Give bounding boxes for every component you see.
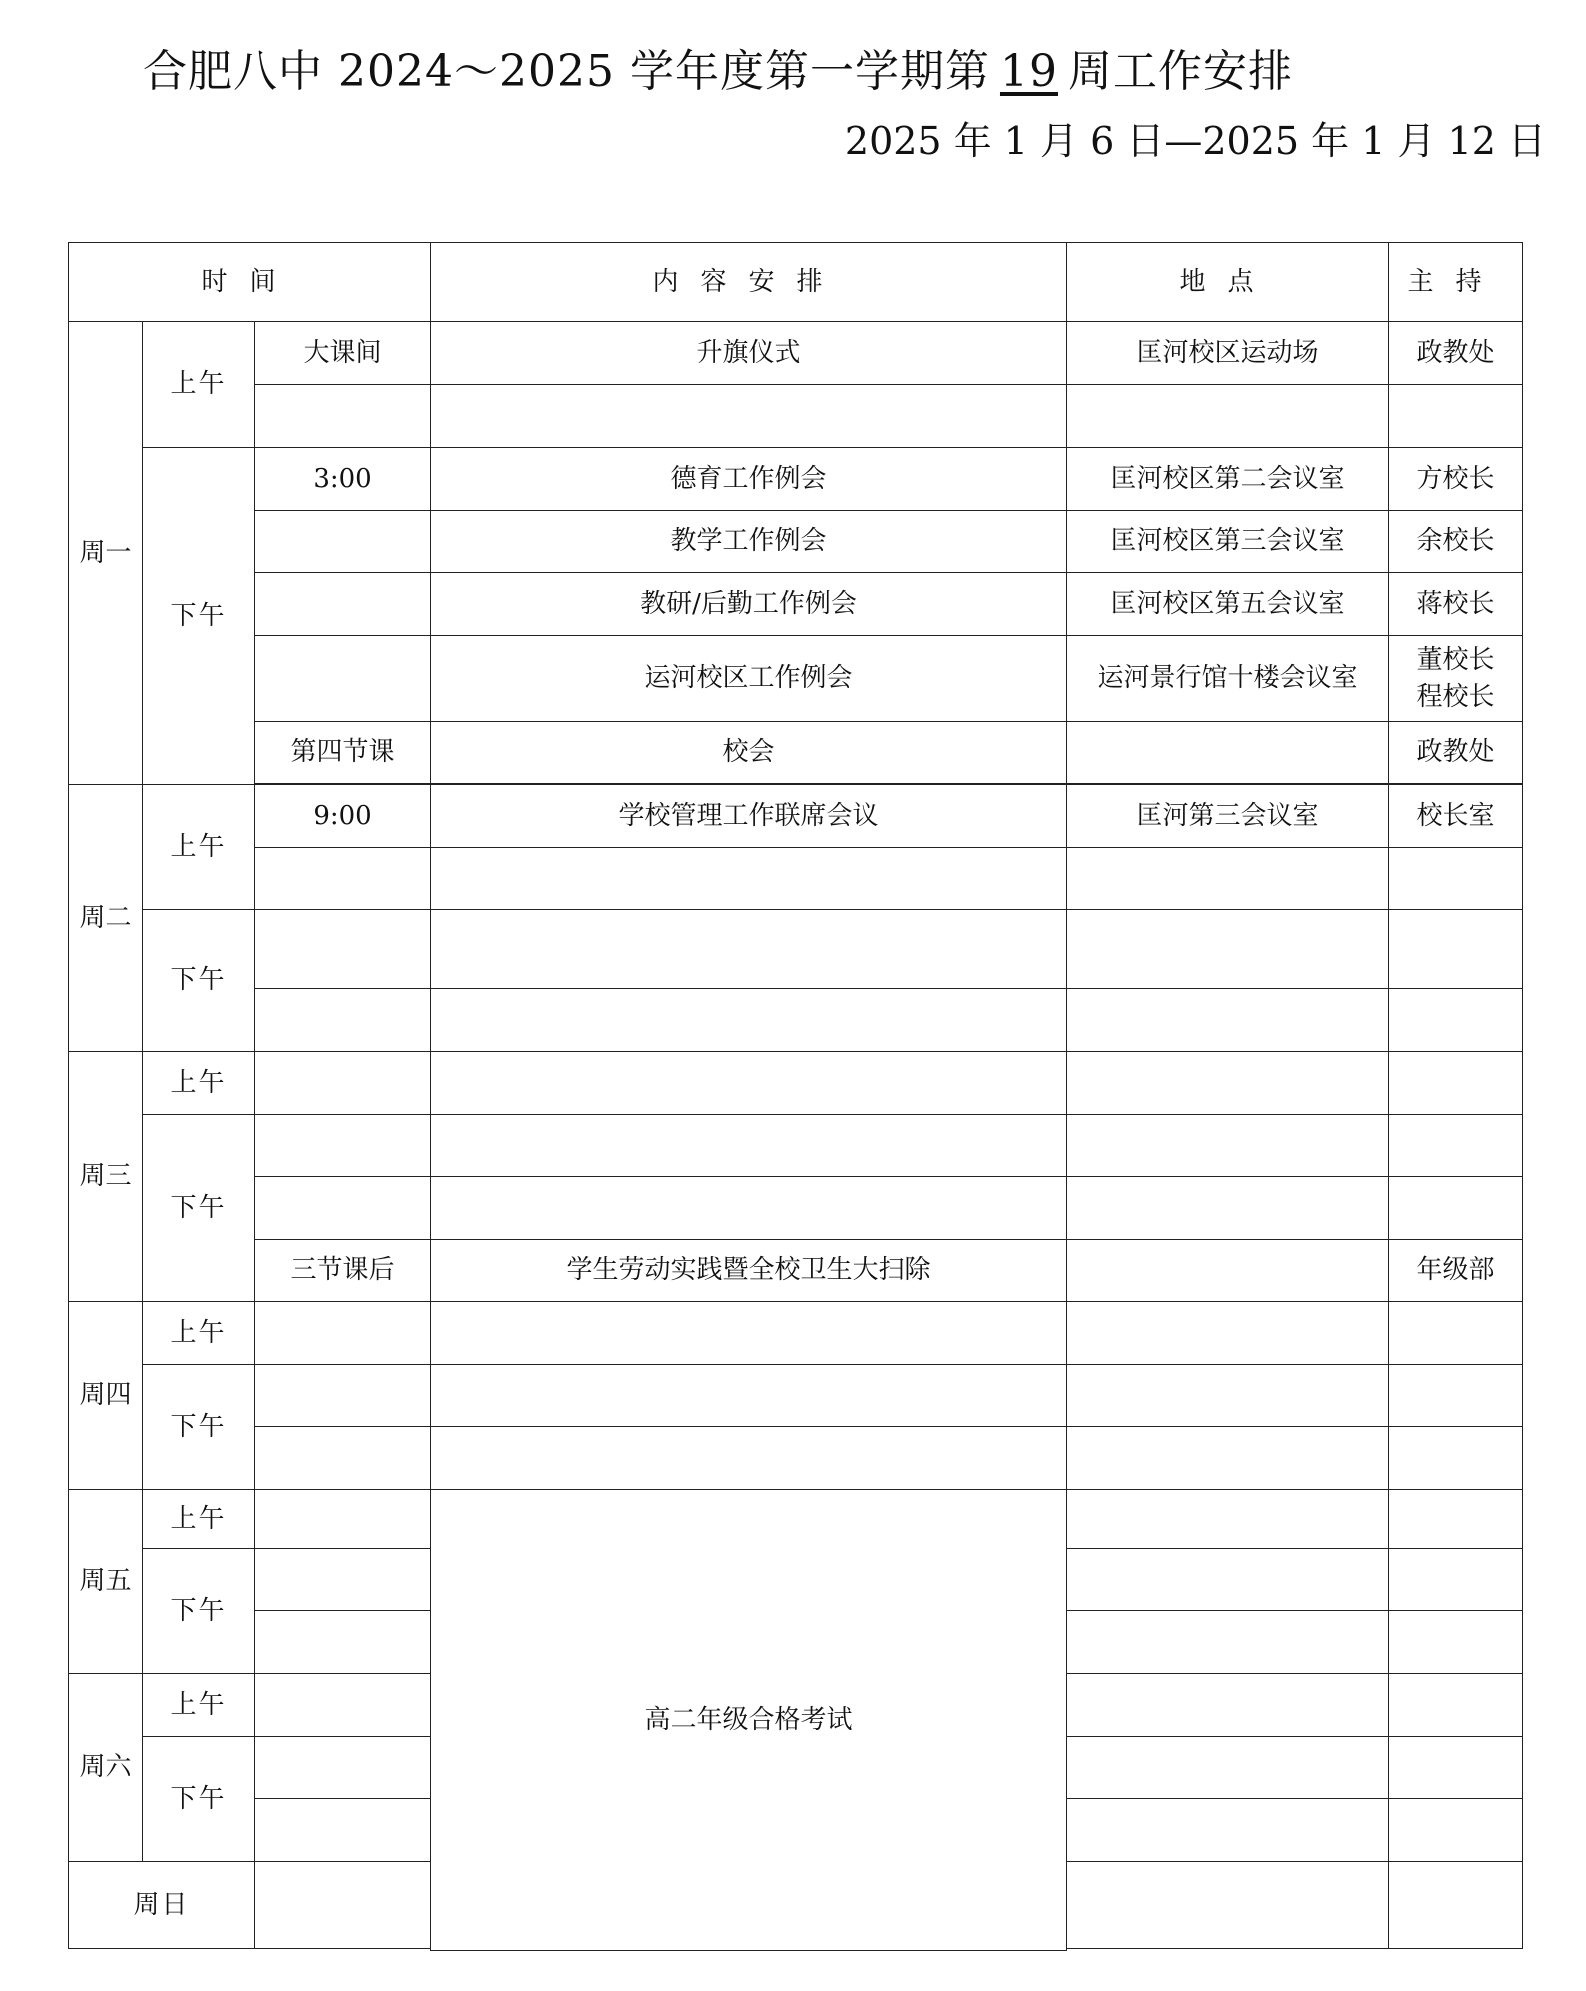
time-cell bbox=[255, 511, 431, 573]
table-row bbox=[69, 910, 1523, 989]
host-cell: 校长室 bbox=[1389, 785, 1523, 848]
half-label: 上午 bbox=[143, 1052, 255, 1115]
location-cell: 匡河校区第三会议室 bbox=[1067, 511, 1389, 573]
half-label: 下午 bbox=[143, 1115, 255, 1302]
location-cell: 匡河校区第二会议室 bbox=[1067, 448, 1389, 511]
day-label-thu: 周四 bbox=[69, 1302, 143, 1490]
half-label: 上午 bbox=[143, 322, 255, 448]
table-row bbox=[69, 722, 1523, 784]
time-cell: 第四节课 bbox=[255, 722, 431, 784]
table-row bbox=[69, 989, 1523, 1052]
location-cell: 匡河第三会议室 bbox=[1067, 785, 1389, 848]
table-row bbox=[69, 785, 1523, 848]
table-row bbox=[69, 1052, 1523, 1115]
time-cell: 三节课后 bbox=[255, 1240, 431, 1302]
col-header-time: 时间 bbox=[69, 243, 431, 322]
table-row bbox=[69, 1365, 1523, 1427]
day-label-sat: 周六 bbox=[69, 1674, 143, 1862]
content-cell: 学校管理工作联席会议 bbox=[431, 785, 1067, 848]
location-cell bbox=[1067, 1240, 1389, 1302]
col-header-location: 地点 bbox=[1067, 243, 1389, 322]
half-label: 下午 bbox=[143, 1365, 255, 1490]
content-cell: 学生劳动实践暨全校卫生大扫除 bbox=[431, 1240, 1067, 1302]
content-cell bbox=[431, 385, 1067, 448]
time-cell: 3:00 bbox=[255, 448, 431, 511]
table-row bbox=[69, 322, 1523, 385]
title-suffix: 周工作安排 bbox=[1067, 46, 1293, 97]
table-row bbox=[69, 1240, 1523, 1302]
location-cell: 运河景行馆十楼会议室 bbox=[1067, 636, 1389, 722]
time-cell: 大课间 bbox=[255, 322, 431, 385]
host-cell: 蒋校长 bbox=[1389, 573, 1523, 636]
time-cell bbox=[255, 636, 431, 722]
half-label: 上午 bbox=[143, 1302, 255, 1365]
content-cell: 运河校区工作例会 bbox=[431, 636, 1067, 722]
host-name-2: 程校长 bbox=[1416, 681, 1495, 712]
table-row bbox=[69, 1490, 1523, 1549]
week-number: 19 bbox=[999, 46, 1058, 97]
table-row bbox=[69, 573, 1523, 636]
time-cell bbox=[255, 385, 431, 448]
table-row bbox=[69, 848, 1523, 910]
location-cell bbox=[1067, 385, 1389, 448]
host-cell: 年级部 bbox=[1389, 1240, 1523, 1302]
col-header-content: 内容安排 bbox=[431, 243, 1067, 322]
time-cell bbox=[255, 573, 431, 636]
content-cell: 教研/后勤工作例会 bbox=[431, 573, 1067, 636]
title-prefix: 合肥八中 2024～2025 学年度第一学期第 bbox=[143, 46, 990, 97]
half-label: 下午 bbox=[143, 448, 255, 785]
location-cell: 匡河校区运动场 bbox=[1067, 322, 1389, 385]
location-cell: 匡河校区第五会议室 bbox=[1067, 573, 1389, 636]
time-cell: 9:00 bbox=[255, 785, 431, 848]
table-row bbox=[69, 511, 1523, 573]
table-header-row bbox=[69, 243, 1523, 322]
host-cell bbox=[1389, 385, 1523, 448]
content-cell: 升旗仪式 bbox=[431, 322, 1067, 385]
content-cell: 德育工作例会 bbox=[431, 448, 1067, 511]
location-cell bbox=[1067, 722, 1389, 784]
table-row bbox=[69, 1302, 1523, 1365]
day-label-fri: 周五 bbox=[69, 1490, 143, 1674]
day-label-tue: 周二 bbox=[69, 785, 143, 1052]
host-name-1: 董校长 bbox=[1416, 645, 1495, 676]
host-cell: 政教处 bbox=[1389, 722, 1523, 784]
host-cell: 余校长 bbox=[1389, 511, 1523, 573]
table-row bbox=[69, 1115, 1523, 1177]
host-cell: 方校长 bbox=[1389, 448, 1523, 511]
exam-cell: 高二年级合格考试 bbox=[431, 1490, 1067, 1951]
table-row bbox=[69, 385, 1523, 448]
table-row bbox=[69, 636, 1523, 722]
half-label: 上午 bbox=[143, 1490, 255, 1549]
half-label: 下午 bbox=[143, 1737, 255, 1862]
host-cell bbox=[1389, 636, 1523, 722]
half-label: 下午 bbox=[143, 1549, 255, 1674]
half-label: 下午 bbox=[143, 910, 255, 1052]
content-cell: 教学工作例会 bbox=[431, 511, 1067, 573]
table-row bbox=[69, 1177, 1523, 1240]
half-label: 上午 bbox=[143, 1674, 255, 1737]
day-label-mon: 周一 bbox=[69, 322, 143, 785]
half-label: 上午 bbox=[143, 785, 255, 910]
page-title bbox=[0, 35, 1586, 99]
table-row bbox=[69, 448, 1523, 511]
day-label-wed: 周三 bbox=[69, 1052, 143, 1302]
date-range: 2025 年 1 月 6 日—2025 年 1 月 12 日 bbox=[844, 119, 1546, 163]
content-cell: 校会 bbox=[431, 722, 1067, 784]
table-row bbox=[69, 1427, 1523, 1490]
host-cell: 政教处 bbox=[1389, 322, 1523, 385]
schedule-table bbox=[68, 242, 1523, 1951]
col-header-host: 主持 bbox=[1389, 243, 1523, 322]
day-label-sun: 周日 bbox=[69, 1862, 255, 1949]
